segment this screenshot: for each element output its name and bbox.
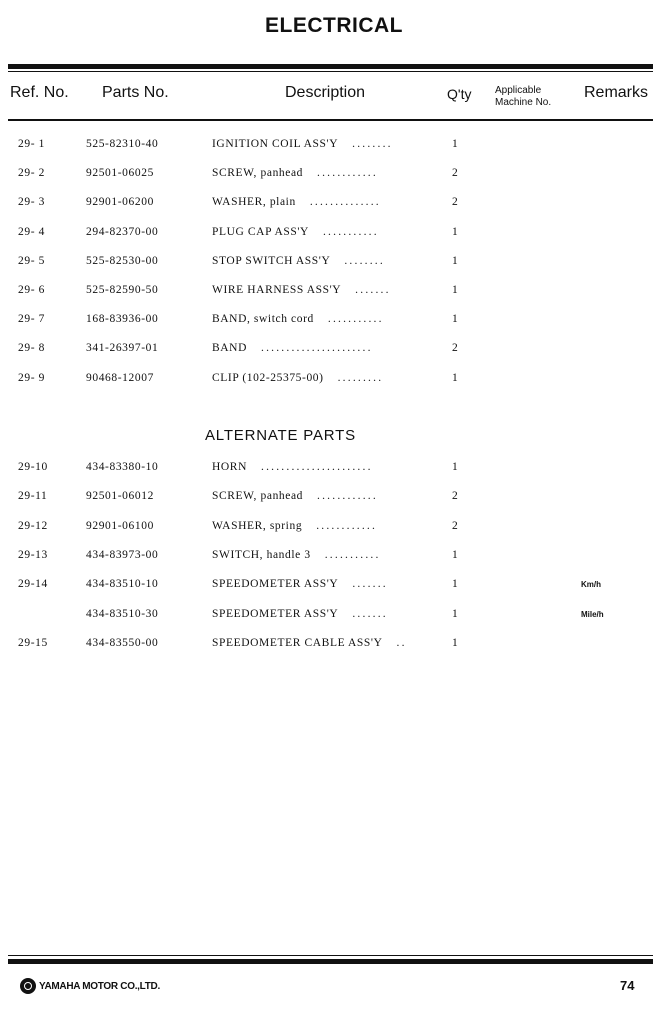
- leader-dots: .......: [352, 578, 388, 591]
- leader-dots: ..: [396, 636, 407, 649]
- ref-no-cell: 29-11: [18, 490, 48, 503]
- description-text: SCREW, panhead: [212, 490, 304, 503]
- description-cell: [212, 255, 385, 267]
- leader-dots: ......................: [261, 461, 373, 473]
- leader-dots: ..............: [309, 196, 381, 209]
- ref-no-cell: 29-13: [18, 548, 48, 561]
- qty-cell: 1: [452, 138, 459, 150]
- yamaha-logo-icon: [20, 978, 36, 994]
- page-title: ELECTRICAL: [265, 14, 403, 37]
- description-text: BAND: [212, 342, 247, 355]
- qty-cell: 1: [452, 461, 459, 473]
- qty-cell: 2: [452, 196, 459, 209]
- remarks-cell: Km/h: [581, 580, 601, 590]
- header-qty: Q'ty: [447, 86, 472, 102]
- description-text: WASHER, spring: [212, 519, 303, 532]
- part-no-cell: 341-26397-01: [86, 342, 159, 355]
- leader-dots: ............: [316, 519, 378, 532]
- table-row: [0, 226, 668, 246]
- part-no-cell: 434-83973-00: [86, 548, 159, 561]
- company-name: YAMAHA MOTOR CO.,LTD.: [39, 980, 160, 992]
- ref-no-cell: 29-10: [18, 461, 48, 473]
- description-cell: [212, 608, 388, 620]
- header-bottom-rule: [8, 119, 653, 121]
- leader-dots: .......: [355, 284, 391, 296]
- description-cell: [212, 167, 378, 179]
- qty-cell: 1: [452, 548, 459, 561]
- qty-cell: 2: [452, 490, 459, 503]
- ref-no-cell: 29- 9: [18, 371, 45, 384]
- description-text: SPEEDOMETER ASS'Y: [212, 578, 339, 591]
- description-cell: [212, 578, 388, 590]
- part-no-cell: 92901-06200: [86, 196, 154, 209]
- part-no-cell: 92501-06025: [86, 167, 154, 180]
- table-row: [0, 284, 668, 304]
- header-top-rule-thin: [8, 71, 653, 72]
- header-parts-no: Parts No.: [102, 84, 169, 101]
- description-text: IGNITION COIL ASS'Y: [212, 138, 339, 150]
- ref-no-cell: 29-12: [18, 519, 48, 532]
- table-row: [0, 372, 668, 392]
- header-applicable-line1: Applicable: [495, 85, 542, 96]
- table-row: [0, 255, 668, 275]
- description-text: HORN: [212, 461, 247, 473]
- leader-dots: ........: [352, 138, 393, 150]
- leader-dots: ...........: [327, 313, 384, 326]
- part-no-cell: 294-82370-00: [86, 225, 159, 238]
- description-cell: [212, 196, 381, 208]
- qty-cell: 1: [452, 636, 459, 649]
- description-text: BAND, switch cord: [212, 313, 314, 326]
- description-text: WIRE HARNESS ASS'Y: [212, 284, 342, 296]
- part-no-cell: 92901-06100: [86, 519, 154, 532]
- header-top-rule: [8, 64, 653, 69]
- qty-cell: 1: [452, 371, 459, 384]
- part-no-cell: 434-83510-10: [86, 578, 159, 591]
- table-row: [0, 313, 668, 333]
- description-text: STOP SWITCH ASS'Y: [212, 254, 331, 267]
- remarks-cell: Mile/h: [581, 609, 604, 619]
- qty-cell: 1: [452, 607, 459, 620]
- leader-dots: ............: [317, 167, 378, 180]
- table-row: [0, 167, 668, 187]
- ref-no-cell: 29- 2: [18, 167, 45, 180]
- description-cell: [212, 226, 379, 238]
- description-cell: [212, 549, 381, 561]
- ref-no-cell: 29- 3: [18, 196, 45, 209]
- table-row: [0, 490, 668, 510]
- leader-dots: ...........: [324, 548, 381, 561]
- qty-cell: 2: [452, 167, 459, 180]
- ref-no-cell: 29-14: [18, 578, 48, 591]
- qty-cell: 1: [452, 254, 459, 267]
- description-text: WASHER, plain: [212, 196, 296, 209]
- description-cell: [212, 313, 384, 325]
- qty-cell: 1: [452, 284, 459, 296]
- ref-no-cell: 29- 6: [18, 284, 45, 296]
- ref-no-cell: 29- 5: [18, 254, 45, 267]
- part-no-cell: 92501-06012: [86, 490, 154, 503]
- table-row: [0, 637, 668, 657]
- table-row: [0, 138, 668, 158]
- table-row: [0, 608, 668, 628]
- part-no-cell: 525-82590-50: [86, 284, 159, 296]
- description-cell: [212, 372, 383, 384]
- leader-dots: ...........: [322, 225, 379, 238]
- footer-rule-thin: [8, 955, 653, 956]
- part-no-cell: 525-82310-40: [86, 138, 159, 150]
- description-cell: [212, 284, 391, 296]
- part-no-cell: 434-83550-00: [86, 636, 159, 649]
- leader-dots: ......................: [261, 342, 373, 355]
- description-cell: [212, 342, 373, 354]
- description-cell: [212, 461, 373, 473]
- description-cell: [212, 490, 378, 502]
- qty-cell: 2: [452, 519, 459, 532]
- ref-no-cell: 29- 1: [18, 138, 45, 150]
- table-row: [0, 342, 668, 362]
- description-cell: [212, 637, 407, 649]
- ref-no-cell: 29- 8: [18, 342, 45, 355]
- header-description: Description: [285, 84, 366, 101]
- header-ref-no: Ref. No.: [10, 84, 69, 101]
- ref-no-cell: 29-15: [18, 636, 48, 649]
- part-no-cell: 434-83510-30: [86, 607, 159, 620]
- description-text: CLIP (102-25375-00): [212, 371, 324, 384]
- qty-cell: 2: [452, 342, 459, 355]
- table-row: [0, 196, 668, 216]
- footer-rule-thick: [8, 959, 653, 964]
- description-text: SCREW, panhead: [212, 167, 304, 180]
- table-row: [0, 549, 668, 569]
- part-no-cell: 168-83936-00: [86, 313, 159, 326]
- leader-dots: .......: [352, 607, 388, 620]
- description-text: SWITCH, handle 3: [212, 548, 311, 561]
- description-text: SPEEDOMETER ASS'Y: [212, 607, 339, 620]
- table-row: [0, 461, 668, 481]
- leader-dots: .........: [337, 371, 384, 384]
- section-title: ALTERNATE PARTS: [205, 427, 356, 444]
- description-text: SPEEDOMETER CABLE ASS'Y: [212, 636, 383, 649]
- part-no-cell: 90468-12007: [86, 371, 154, 384]
- qty-cell: 1: [452, 578, 459, 591]
- description-text: PLUG CAP ASS'Y: [212, 225, 309, 238]
- header-remarks: Remarks: [584, 84, 649, 101]
- table-row: [0, 520, 668, 540]
- description-cell: [212, 138, 393, 150]
- page-number: 74: [620, 978, 635, 993]
- qty-cell: 1: [452, 313, 459, 326]
- header-applicable: [495, 85, 551, 109]
- ref-no-cell: 29- 4: [18, 225, 45, 238]
- part-no-cell: 434-83380-10: [86, 461, 159, 473]
- description-cell: [212, 520, 377, 532]
- ref-no-cell: 29- 7: [18, 313, 45, 326]
- table-row: [0, 578, 668, 598]
- leader-dots: ........: [344, 254, 385, 267]
- qty-cell: 1: [452, 225, 459, 238]
- part-no-cell: 525-82530-00: [86, 254, 159, 267]
- leader-dots: ............: [317, 490, 378, 503]
- footer-company: [20, 978, 160, 994]
- header-applicable-line2: Machine No.: [495, 97, 552, 108]
